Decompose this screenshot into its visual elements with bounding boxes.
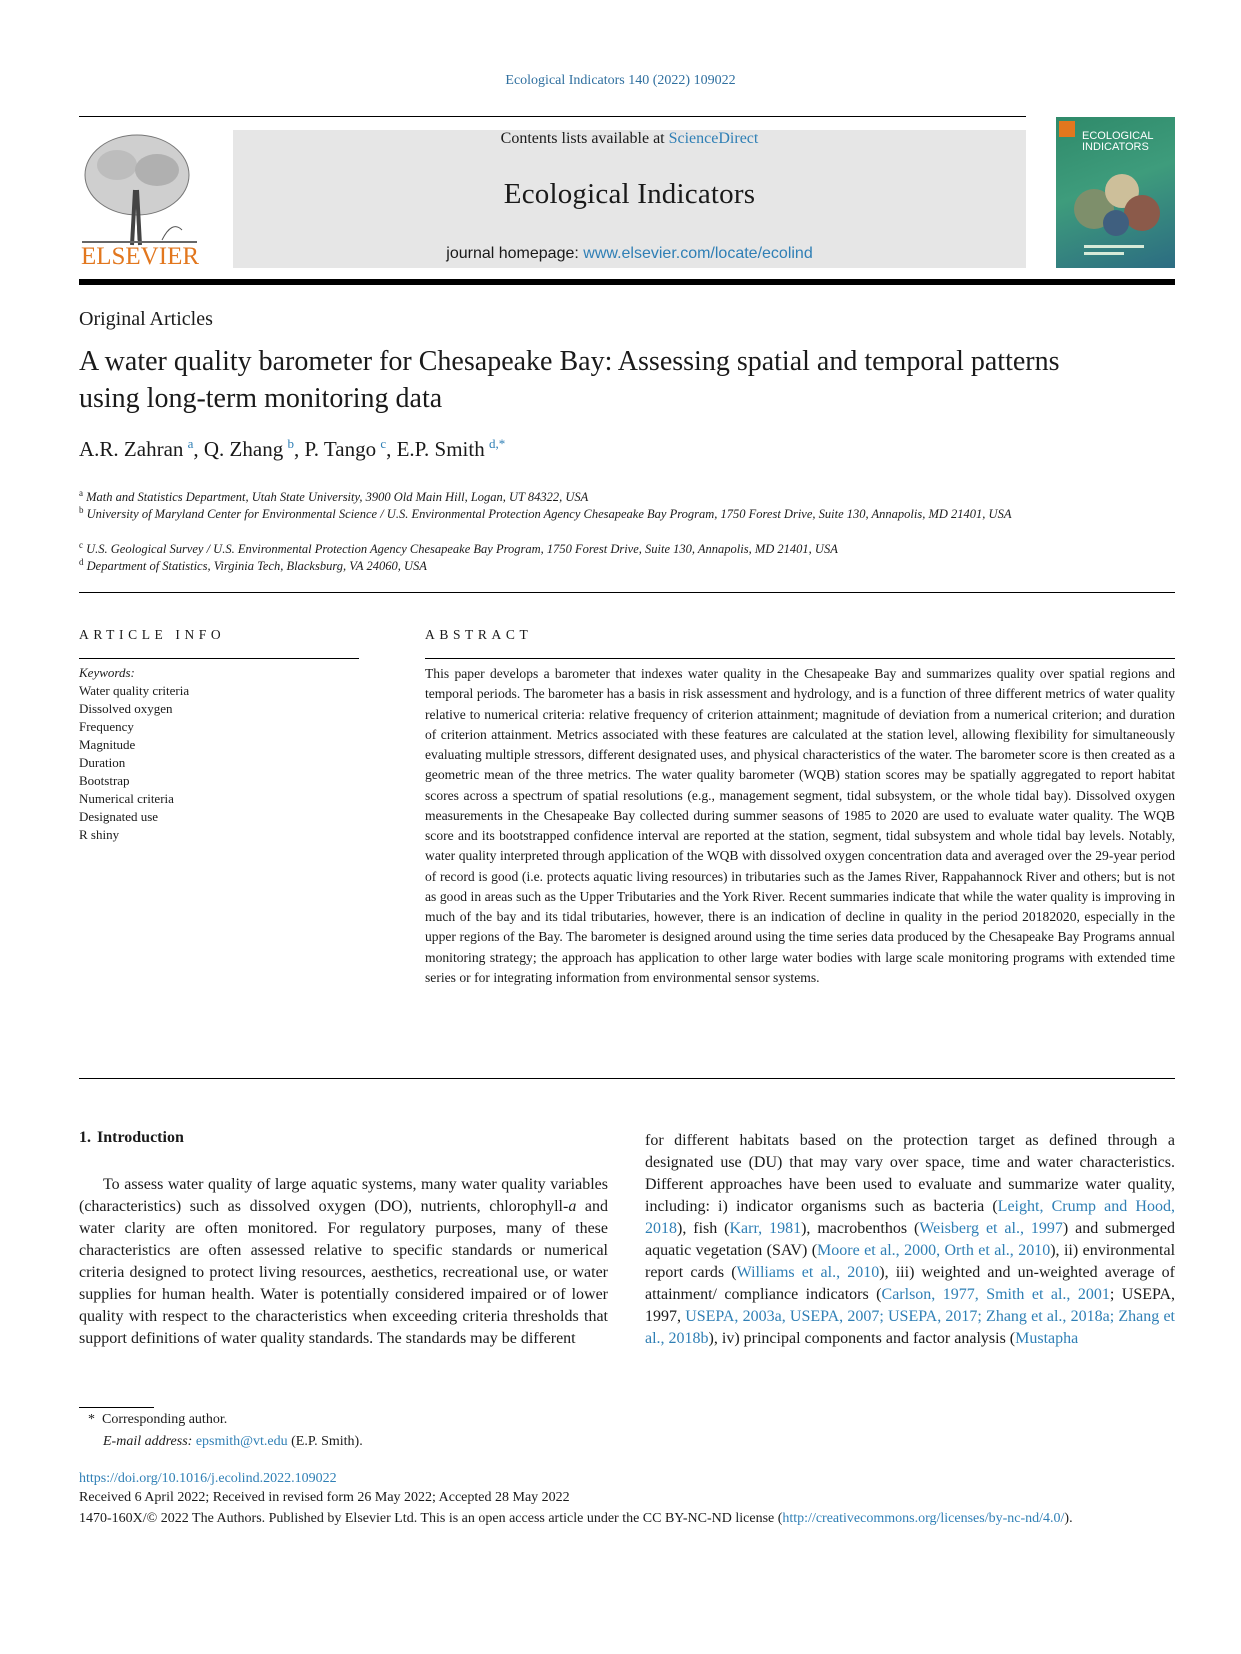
author-name[interactable]: A.R. Zahran xyxy=(79,437,184,461)
keyword: Bootstrap xyxy=(79,773,130,788)
abstract-text: This paper develops a barometer that indexes water quality in the Chesapeake Bay and summarizes quality over spatial regions and temporal periods. The barometer has a basis in risk assessment and hydrology, and is a function of three different metrics of water quality relative to numerical criteria: relative frequency of criterion attainment; magnitude of deviation from a numerical criterion; and duration of criterion attainment. Metrics associated with these features are calculated at the station level, allowing flexibility for simultaneously evaluating multiple stressors, different designated uses, and physical characteristics of the water. The barometer score is then created as a geometric mean of the three metrics. The water quality barometer (WQB) station scores may be spatially aggregated to report habitat scores across a spectrum of spatial resolutions (e.g., management segment, tidal subsystem, or the whole tidal bay). Dissolved oxygen measurements in the Chesapeake Bay collected during summer seasons of 1985 to 2020 are used to evaluate water quality. The WQB score and its bootstrapped confidence interval are reported at the station, segment, tidal subsystem and whole tidal bay levels. Notably, water quality interpreted through application of the WQB with dissolved oxygen concentration data and averaged over the 29-year period of record is good (i.e. protects aquatic living resources) in tributaries such as the James River, Rappahannock River and others; but is not as good in areas such as the Upper Tributaries and the York River. Recent summaries indicate that while the water quality is improving in much of the bay and its tidal tributaries, however, there is an indication of decline in quality in the period 20182020, especially in the upper regions of the Bay. The barometer is designed around using the time series data produced by the Chesapeake Bay Programs annual monitoring strategy; the approach has application to other large water bodies with large scale monitoring programs with extended time series or for integrating information from environmental sensor systems. xyxy=(425,666,1175,985)
journal-masthead xyxy=(233,130,1026,268)
article-info-heading: ARTICLE INFO xyxy=(79,627,226,642)
footnote-rule xyxy=(79,1407,154,1408)
abstract-end-rule xyxy=(79,1078,1175,1079)
header-thick-rule xyxy=(79,279,1175,285)
keyword: Dissolved oxygen xyxy=(79,701,173,716)
citation-link[interactable]: Weisberg et al., 1997 xyxy=(919,1220,1063,1237)
author-affiliation-mark[interactable]: a xyxy=(187,436,194,451)
article-info-rule xyxy=(79,658,359,659)
corresponding-author-note: * Corresponding author. xyxy=(88,1412,228,1427)
author-name[interactable]: P. Tango xyxy=(304,437,377,461)
journal-cover-thumbnail[interactable] xyxy=(1056,117,1175,268)
keyword: Magnitude xyxy=(79,737,136,752)
keyword: Duration xyxy=(79,755,126,770)
journal-homepage: journal homepage: www.elsevier.com/locate/ecolind xyxy=(446,245,813,262)
keyword: Designated use xyxy=(79,809,159,824)
section-heading-introduction: 1. Introduction xyxy=(79,1129,184,1146)
license-link[interactable]: http://creativecommons.org/licenses/by-nc-nd/4.0/ xyxy=(782,1511,1065,1526)
citation-link[interactable]: Moore et al., 2000, Orth et al., 2010 xyxy=(817,1242,1051,1259)
cover-text-line xyxy=(1084,252,1124,255)
citation-link[interactable]: Carlson, 1977, Smith et al., 2001 xyxy=(881,1286,1110,1303)
citation-link[interactable]: Leight, Crump and Hood, 2018 xyxy=(645,1198,1175,1237)
author-list: A.R. Zahran $^a$, Q. Zhang $^b$, P. Tango $^c$, E.P. Smith $^{d,*}$ xyxy=(79,436,506,461)
keywords-block xyxy=(79,664,359,844)
email-link[interactable]: epsmith@vt.edu xyxy=(195,1434,288,1449)
journal-citation[interactable]: Ecological Indicators 140 (2022) 109022 xyxy=(505,73,736,88)
elsevier-tree-logo xyxy=(77,130,203,268)
abstract-rule xyxy=(425,658,1175,659)
affiliation: $^c$ U.S. Geological Survey / U.S. Environmental Protection Agency Chesapeake Bay Program, 1750 Forest Drive, Suite 130, Annapolis, MD 21401, USA xyxy=(79,540,838,557)
author-affiliation-mark[interactable]: b xyxy=(287,436,294,451)
contents-availability: Contents lists available at ScienceDirect xyxy=(500,130,759,147)
author-affiliation-mark[interactable]: c xyxy=(380,436,387,451)
citation-link[interactable]: Williams et al., 2010 xyxy=(736,1264,880,1281)
keywords-label: Keywords: xyxy=(79,665,135,680)
article-history: Received 6 April 2022; Received in revised form 26 May 2022; Accepted 28 May 2022 xyxy=(79,1490,570,1505)
journal-name: Ecological Indicators xyxy=(503,178,756,210)
body-text-right-column: for different habitats based on the protection target as defined through a designated use (DU) that may vary over space, time and water characteristics. Different approaches have been used to evaluate and summarize water quality, including: i) indicator organisms such as bacteria (Leight, Crump and Hood, 2018), fish (Karr, 1981), macrobenthos (Weisberg et al., 1997) and submerged aquatic vegetation (SAV) (Moore et al., 2000, Orth et al., 2010), ii) environmental report cards (Williams et al., 2010), iii) weighted and un-weighted average of attainment/ compliance indicators (Carlson, 1977, Smith et al., 2001; USEPA, 1997, USEPA, 2003a, USEPA, 2007; USEPA, 2017; Zhang et al., 2018a; Zhang et al., 2018b), iv) principal components and factor analysis (Mustapha xyxy=(645,1132,1176,1347)
tree-icon xyxy=(82,135,197,245)
elsevier-mini-logo-icon xyxy=(1059,121,1075,137)
citation-link[interactable]: Mustapha xyxy=(1015,1330,1079,1347)
header-rule xyxy=(79,116,1026,117)
citation-link[interactable]: Karr, 1981 xyxy=(729,1220,802,1237)
homepage-link[interactable]: www.elsevier.com/locate/ecolind xyxy=(583,245,813,262)
article-section-type: Original Articles xyxy=(79,308,213,330)
cover-title: ECOLOGICAL INDICATORS xyxy=(1082,130,1154,153)
affiliation: $^d$ Department of Statistics, Virginia Tech, Blacksburg, VA 24060, USA xyxy=(79,557,427,574)
body-text-left-column: To assess water quality of large aquatic systems, many water quality variables (characteristics) such as dissolved oxygen (DO), nutrients, chlorophyll-a and water clarity are often monitored. For regulatory purposes, many of these characteristics are often assessed relative to specific standards or numerical criteria designed to protect living resources, aesthetics, recreational use, or water supplies for human health. Water is potentially considered impaired or of lower quality with respect to the characteristics when exceeding criteria thresholds that support definitions of water quality standards. The standards may be different xyxy=(79,1176,608,1347)
article-title: A water quality barometer for Chesapeake Bay: Assessing spatial and temporal patterns using long-term monitoring data xyxy=(79,346,1060,414)
keyword: Water quality criteria xyxy=(79,683,190,698)
license-statement: 1470-160X/© 2022 The Authors. Published by Elsevier Ltd. This is an open access article under the CC BY-NC-ND license (http://creativecommons.org/licenses/by-nc-nd/4.0/). xyxy=(79,1511,1073,1526)
author-name[interactable]: E.P. Smith xyxy=(396,437,485,461)
elsevier-wordmark: ELSEVIER xyxy=(80,243,200,268)
abstract-heading: ABSTRACT xyxy=(425,627,533,642)
author-name[interactable]: Q. Zhang xyxy=(203,437,284,461)
keyword: R shiny xyxy=(79,827,120,842)
keyword: Frequency xyxy=(79,719,134,734)
email-note: E-mail address: epsmith@vt.edu (E.P. Smith). xyxy=(103,1434,363,1449)
doi-link[interactable]: https://doi.org/10.1016/j.ecolind.2022.109022 xyxy=(79,1471,337,1486)
citation-link[interactable]: USEPA, 2003a, USEPA, 2007; USEPA, 2017; Zhang et al., 2018a; Zhang et al., 2018b xyxy=(645,1308,1175,1347)
affiliation: $^a$ Math and Statistics Department, Utah State University, 3900 Old Main Hill, Logan, UT 84322, USA xyxy=(79,488,589,505)
cover-text-line xyxy=(1084,245,1144,248)
sciencedirect-link[interactable]: ScienceDirect xyxy=(668,130,759,147)
affiliations-rule xyxy=(79,592,1175,593)
affiliation: $^b$ University of Maryland Center for Environmental Science / U.S. Environmental Protection Agency Chesapeake Bay Program, 1750 Forest Drive, Suite 130, Annapolis, MD 21401, USA xyxy=(79,505,1012,522)
author-affiliation-mark[interactable]: d,* xyxy=(488,436,506,451)
keyword: Numerical criteria xyxy=(79,791,174,806)
cover-photo-collage xyxy=(1070,167,1166,237)
